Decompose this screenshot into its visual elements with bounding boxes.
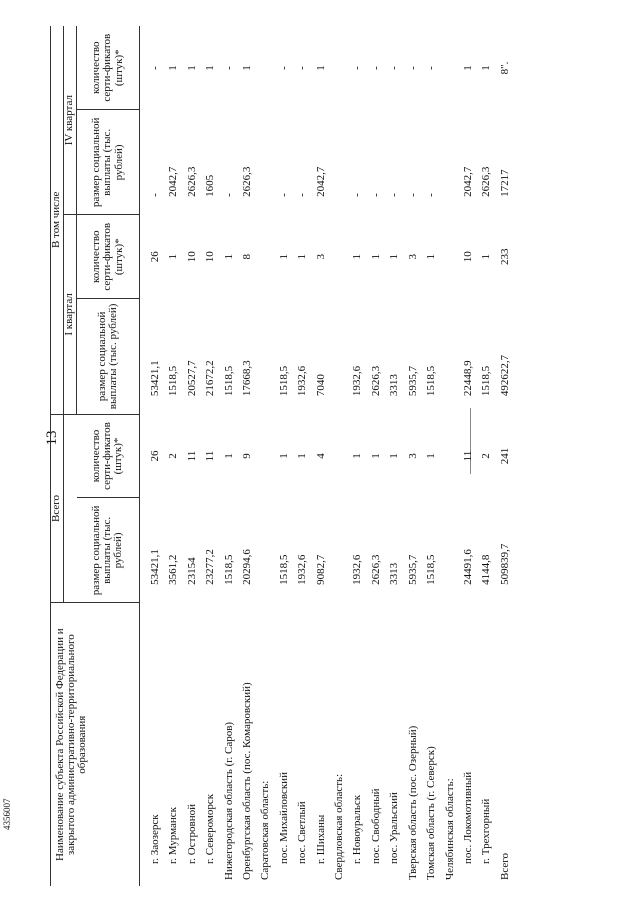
cell-total-certs bbox=[256, 414, 274, 498]
cell-q1-payment: 1518,5 bbox=[167, 365, 180, 397]
cell-total-payment: 1518,5 bbox=[277, 554, 290, 585]
cell-total-payment: 24491,6 bbox=[461, 549, 474, 585]
cell-total-payment: 1932,6 bbox=[351, 554, 364, 585]
table-row bbox=[238, 26, 256, 886]
cell-name: г. Островной bbox=[185, 803, 198, 864]
header-name-column: Наименование субъекта Российской Федерации и закрытого административно-территориального образования bbox=[51, 603, 140, 886]
cell-q4-certs bbox=[256, 26, 274, 110]
cell-q4-payment: - bbox=[149, 193, 161, 197]
header-in-that: В том числе bbox=[51, 26, 64, 414]
header-q4: IV квартал bbox=[64, 26, 77, 215]
cell-total-payment: 53421,1 bbox=[149, 549, 161, 585]
page-number: 13 bbox=[44, 430, 60, 446]
cell-q4-certs: 1 bbox=[167, 65, 180, 71]
cell-total-certs: 1 bbox=[222, 453, 235, 459]
cell-q4-payment: - bbox=[369, 193, 382, 197]
table-row bbox=[164, 26, 182, 886]
table-body bbox=[140, 26, 516, 886]
cell-name: Тверская область (пос. Озерный) bbox=[406, 725, 419, 880]
cell-q1-certs: 8 bbox=[241, 254, 254, 260]
table-row bbox=[477, 26, 495, 886]
cell-total-payment: 1932,6 bbox=[296, 554, 309, 585]
cell-q4-certs: 1 bbox=[480, 65, 493, 71]
cell-q4-payment: - bbox=[425, 193, 438, 197]
table-row bbox=[422, 26, 440, 886]
cell-q4-payment bbox=[330, 110, 348, 215]
cell-total-certs: 1 bbox=[369, 453, 382, 459]
cell-name: пос. Свободный bbox=[369, 788, 382, 864]
cell-q1-payment: 492622,7 bbox=[498, 354, 511, 397]
cell-q1-certs: 10 bbox=[461, 251, 474, 263]
cell-q4-certs: 1 bbox=[461, 65, 474, 71]
cell-total-payment: 509839,7 bbox=[498, 543, 511, 585]
cell-name: г. Трехгорный bbox=[480, 798, 493, 864]
table-row bbox=[256, 26, 274, 886]
cell-q1-payment: 1518,5 bbox=[222, 365, 235, 397]
cell-q4-payment bbox=[256, 110, 274, 215]
header-q1-certs: количество серти-фикатов (штук)* bbox=[77, 215, 140, 299]
header-q4-certs: количество серти-фикатов (штук)* bbox=[77, 26, 140, 110]
cell-q4-payment: 2042,7 bbox=[461, 166, 474, 197]
cell-q1-payment: 22448,9 bbox=[461, 360, 474, 397]
cell-q1-certs: 233 bbox=[498, 248, 511, 266]
cell-q4-payment: 2626,3 bbox=[241, 166, 254, 197]
cell-q4-payment: 17217 bbox=[498, 169, 511, 197]
cell-q4-payment: - bbox=[388, 193, 401, 197]
cell-total-payment: 3561,2 bbox=[167, 554, 180, 585]
table-total-row bbox=[496, 26, 516, 886]
cell-total-certs: 241 bbox=[498, 447, 511, 465]
cell-total-certs bbox=[441, 414, 459, 498]
cell-q1-certs: 1 bbox=[296, 254, 309, 260]
cell-q4-certs: - bbox=[351, 66, 364, 70]
cell-q1-payment: 7040 bbox=[314, 374, 327, 397]
cell-total-payment: 3313 bbox=[388, 562, 401, 585]
cell-total-certs: 11 bbox=[185, 450, 198, 462]
cell-total-payment bbox=[441, 498, 459, 603]
cell-q4-payment: 2626,3 bbox=[480, 166, 493, 197]
cell-q4-payment: - bbox=[406, 193, 419, 197]
cell-total-certs: 1 bbox=[425, 453, 438, 459]
cell-q1-certs: 1 bbox=[388, 254, 401, 260]
cell-total-certs: 1 bbox=[351, 453, 364, 459]
cell-name: пос. Локомотивный bbox=[461, 771, 474, 864]
cell-q1-certs: 1 bbox=[425, 254, 438, 260]
cell-q4-payment: - bbox=[296, 193, 309, 197]
table-row bbox=[183, 26, 201, 886]
cell-name: г. Новоуральск bbox=[351, 794, 364, 864]
cell-total-certs bbox=[330, 414, 348, 498]
cell-q1-certs bbox=[441, 215, 459, 299]
cell-total-payment: 20294,6 bbox=[241, 549, 254, 585]
cell-total-certs: 4 bbox=[314, 453, 327, 459]
header-q4-payment: размер социальной выплаты (тыс. рублей) bbox=[77, 110, 140, 215]
cell-q4-payment bbox=[441, 110, 459, 215]
cell-total-payment: 5935,7 bbox=[406, 554, 419, 585]
table-row bbox=[275, 26, 293, 886]
table-header bbox=[51, 26, 140, 886]
table-row bbox=[330, 26, 348, 886]
header-total-payment: размер социальной выплаты (тыс. рублей) bbox=[77, 498, 140, 603]
cell-q1-payment: 2626,3 bbox=[369, 365, 382, 397]
cell-name: пос. Уральский bbox=[388, 792, 401, 864]
cell-q4-certs: 1 bbox=[241, 65, 254, 71]
cell-q1-payment: 3313 bbox=[388, 374, 401, 397]
cell-q4-certs: - bbox=[388, 66, 401, 70]
cell-total-certs: 26 bbox=[149, 450, 161, 462]
rotated-table-container bbox=[50, 16, 610, 886]
cell-q1-certs bbox=[256, 215, 274, 299]
cell-total-certs: 1 bbox=[388, 453, 401, 459]
cell-name: г. Мурманск bbox=[167, 807, 180, 864]
cell-total-certs: 1 bbox=[296, 453, 309, 459]
cell-q1-payment: 20527,7 bbox=[185, 360, 198, 397]
table-row bbox=[385, 26, 403, 886]
table-row bbox=[459, 26, 477, 886]
cell-q4-certs: - bbox=[296, 66, 309, 70]
table-row bbox=[201, 26, 219, 886]
cell-name: Оренбургская область (пос. Комаровский) bbox=[241, 682, 254, 880]
cell-total-certs: 9 bbox=[241, 453, 254, 459]
cell-q4-certs bbox=[330, 26, 348, 110]
cell-total-payment: 23277,2 bbox=[204, 549, 217, 585]
cell-q1-certs: 26 bbox=[149, 251, 161, 263]
cell-q1-payment bbox=[330, 299, 348, 414]
cell-q4-certs: 1 bbox=[314, 65, 327, 71]
table-row bbox=[441, 26, 459, 886]
cell-name: Нижегородская область (г. Саров) bbox=[222, 721, 235, 880]
cell-q4-payment: 2042,7 bbox=[167, 166, 180, 197]
cell-q4-certs bbox=[441, 26, 459, 110]
cell-total-payment: 2626,3 bbox=[369, 554, 382, 585]
cell-q4-certs: - bbox=[149, 66, 161, 70]
cell-q1-payment bbox=[441, 299, 459, 414]
cell-name: Всего bbox=[498, 853, 511, 880]
cell-name: г. Шиханы bbox=[314, 814, 327, 864]
header-q1-payment: размер социальной выплаты (тыс. рублей) bbox=[77, 299, 140, 414]
cell-name: Свердловская область: bbox=[333, 773, 346, 880]
cell-total-payment: 23154 bbox=[185, 557, 198, 585]
cell-total-payment: 4144,8 bbox=[480, 554, 493, 585]
cell-q1-certs: 1 bbox=[277, 254, 290, 260]
cell-q4-certs: - bbox=[277, 66, 290, 70]
table-row bbox=[404, 26, 422, 886]
cell-q4-certs: - bbox=[406, 66, 419, 70]
cell-name: Челябинская область: bbox=[443, 778, 456, 880]
cell-q1-payment: 5935,7 bbox=[406, 365, 419, 397]
cell-q4-payment: - bbox=[351, 193, 364, 197]
header-q1: I квартал bbox=[64, 215, 77, 414]
cell-total-certs: 2 bbox=[167, 453, 180, 459]
cell-q1-certs: 1 bbox=[480, 254, 493, 260]
cell-q1-certs: 10 bbox=[185, 251, 198, 263]
table-row bbox=[220, 26, 238, 886]
cell-name: Томская область (г. Северск) bbox=[425, 746, 438, 880]
cell-name: пос. Михайловский bbox=[277, 772, 290, 864]
cell-q4-certs: 1 bbox=[185, 65, 198, 71]
cell-q1-payment bbox=[256, 299, 274, 414]
header-total-spacer bbox=[64, 414, 77, 603]
cell-q1-certs: 1 bbox=[369, 254, 382, 260]
cell-q4-payment: - bbox=[277, 193, 290, 197]
cell-total-payment bbox=[256, 498, 274, 603]
cell-q1-payment: 1932,6 bbox=[351, 365, 364, 397]
table-row bbox=[312, 26, 330, 886]
cell-q4-payment: - bbox=[222, 193, 235, 197]
cell-q4-certs: 1 bbox=[204, 65, 217, 71]
cell-total-certs: 3 bbox=[406, 453, 419, 459]
table-row bbox=[348, 26, 366, 886]
cell-q1-certs: 10 bbox=[204, 251, 217, 263]
cell-total-certs: 1 bbox=[277, 453, 290, 459]
certificates-table bbox=[50, 26, 516, 886]
cell-total-payment: 1518,5 bbox=[222, 554, 235, 585]
cell-q1-payment: 1518,5 bbox=[480, 365, 493, 397]
table-row bbox=[293, 26, 311, 886]
cell-q1-certs: 1 bbox=[222, 254, 235, 260]
cell-q4-certs: - bbox=[369, 66, 382, 70]
cell-total-certs: 2 bbox=[480, 453, 493, 459]
document-number: 4356007 bbox=[2, 798, 12, 830]
cell-q1-payment: 1518,5 bbox=[277, 365, 290, 397]
cell-total-certs: 11 bbox=[204, 450, 217, 462]
cell-q1-payment: 53421,1 bbox=[149, 360, 161, 397]
header-total-group: Всего bbox=[51, 414, 64, 603]
table-row bbox=[140, 26, 165, 886]
cell-name: Саратовская область: bbox=[259, 780, 272, 880]
cell-total-payment: 1518,5 bbox=[425, 554, 438, 585]
cell-total-certs: 11 bbox=[461, 450, 474, 462]
cell-name: г. Заозерск bbox=[149, 814, 161, 864]
table-row bbox=[367, 26, 385, 886]
cell-total-payment: 9082,7 bbox=[314, 554, 327, 585]
cell-q1-certs: 1 bbox=[167, 254, 180, 260]
cell-q1-payment: 1518,5 bbox=[425, 365, 438, 397]
cell-name: пос. Светлый bbox=[296, 801, 309, 864]
cell-name: г. Североморск bbox=[204, 793, 217, 864]
header-total-certs: количество серти-фикатов (штук)* bbox=[77, 414, 140, 498]
cell-q1-certs bbox=[330, 215, 348, 299]
cell-q1-payment: 21672,2 bbox=[204, 360, 217, 397]
cell-q4-certs: - bbox=[425, 66, 438, 70]
cell-q4-payment: 2626,3 bbox=[185, 166, 198, 197]
cell-q4-payment: 2042,7 bbox=[314, 166, 327, 197]
cell-total-payment bbox=[330, 498, 348, 603]
cell-q1-certs: 3 bbox=[314, 254, 327, 260]
cell-q1-payment: 17668,3 bbox=[241, 360, 254, 397]
cell-q4-payment: 1605 bbox=[204, 174, 217, 197]
cell-q1-certs: 3 bbox=[406, 254, 419, 260]
cell-q1-payment: 1932,6 bbox=[296, 365, 309, 397]
cell-q4-certs: 8". bbox=[498, 61, 511, 75]
cell-q4-certs: - bbox=[222, 66, 235, 70]
cell-q1-certs: 1 bbox=[351, 254, 364, 260]
